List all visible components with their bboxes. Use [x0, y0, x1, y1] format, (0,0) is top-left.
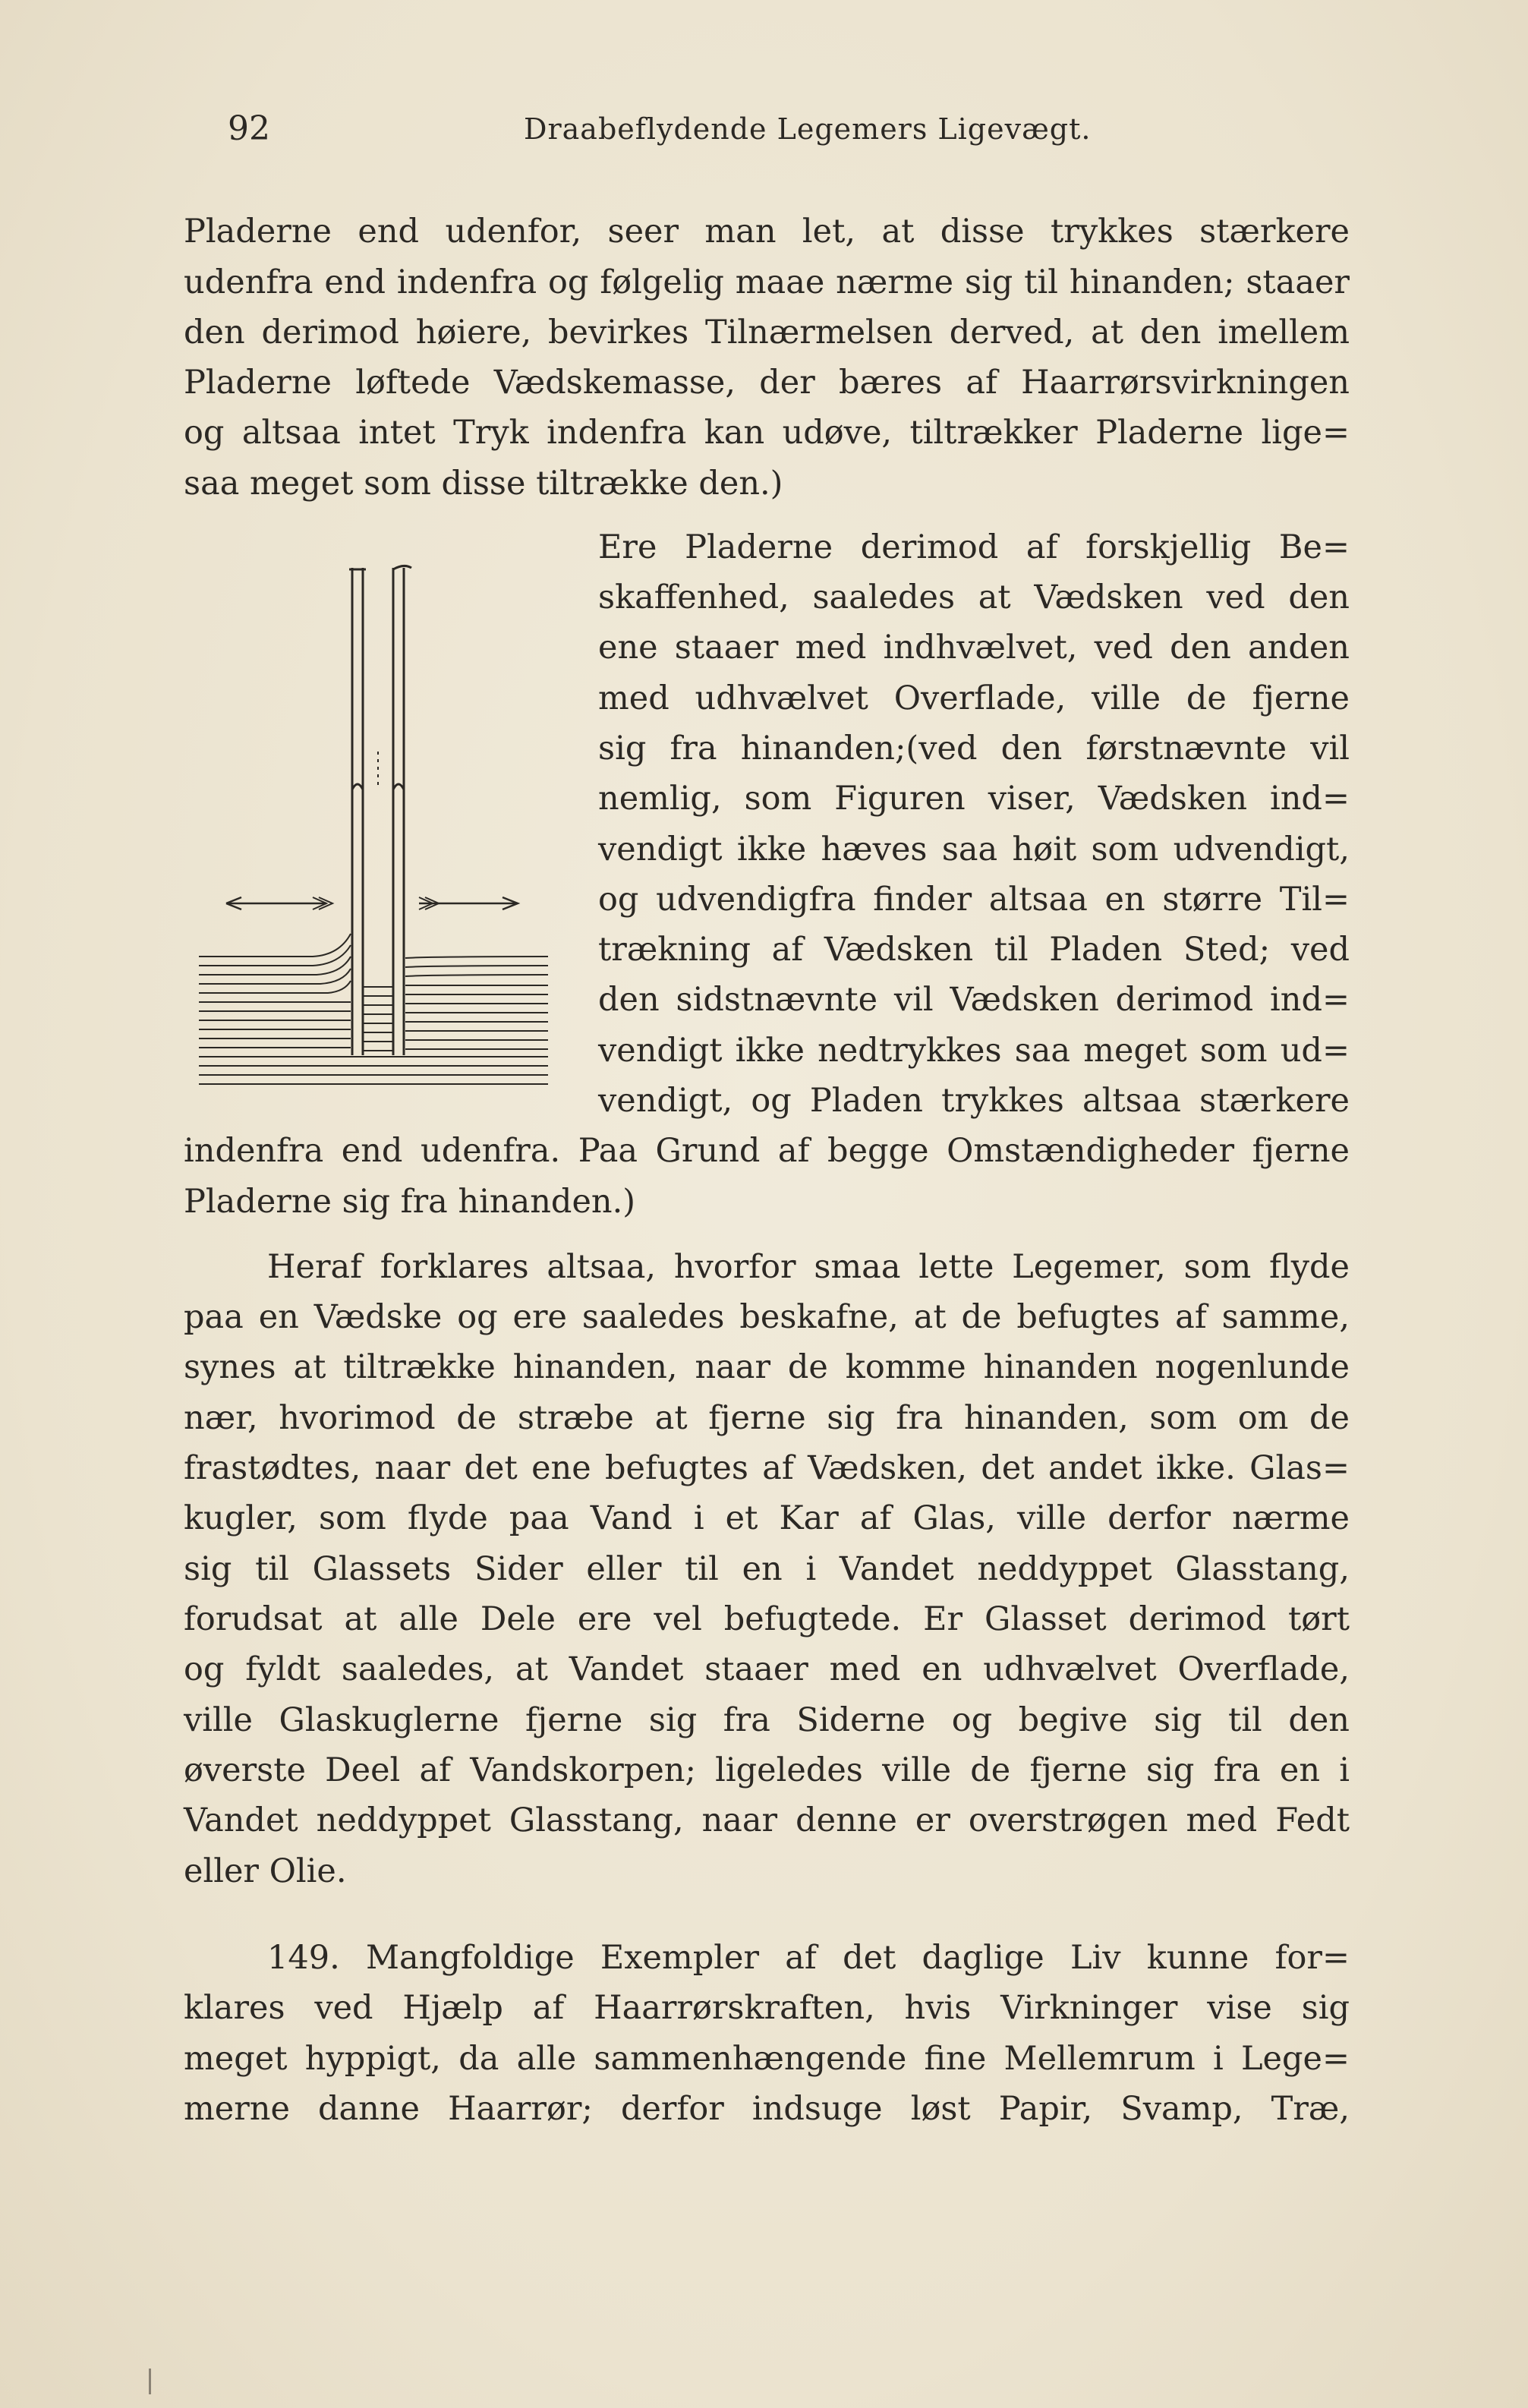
text-line: indenfra end udenfra. Paa Grund af begge Omstændigheder fjerne [184, 1132, 1350, 1170]
page-number: 92 [228, 109, 270, 148]
text-line: sig fra hinanden;(ved den førstnævnte vil [598, 730, 1350, 767]
capillary-plates-figure [199, 562, 548, 1093]
running-title: Draabeflydende Legemers Ligevægt. [524, 112, 1092, 146]
text-line: vendigt ikke nedtrykkes saa meget som ud= [598, 1032, 1350, 1070]
text-line: frastødtes, naar det ene befugtes af Vædsken, det andet ikke. Glas= [184, 1449, 1350, 1487]
text-line: merne danne Haarrør; derfor indsuge løst Papir, Svamp, Træ, [184, 2090, 1350, 2128]
text-line: Pladerne sig fra hinanden.) [184, 1183, 636, 1221]
text-line: den sidstnævnte vil Vædsken derimod ind= [598, 981, 1350, 1019]
text-line: ville Glaskuglerne fjerne sig fra Siderne og begive sig til den [184, 1701, 1350, 1739]
text-line: trækning af Vædsken til Pladen Sted; ved [598, 931, 1350, 969]
text-line: eller Olie. [184, 1852, 347, 1890]
text-line: øverste Deel af Vandskorpen; ligeledes ville de fjerne sig fra en i [184, 1751, 1350, 1789]
text-line: nær, hvorimod de stræbe at fjerne sig fra hinanden, som om de [184, 1399, 1350, 1437]
text-line: skaffenhed, saaledes at Vædsken ved den [598, 578, 1350, 616]
text-line: saa meget som disse tiltrække den.) [184, 465, 783, 503]
text-line: Vandet neddyppet Glasstang, naar denne er overstrøgen med Fedt [184, 1801, 1350, 1839]
text-line: med udhvælvet Overflade, ville de fjerne [598, 679, 1350, 717]
text-line: forudsat at alle Dele ere vel befugtede. Er Glasset derimod tørt [184, 1600, 1350, 1638]
text-line: klares ved Hjælp af Haarrørskraften, hvis Virkninger vise sig [184, 1989, 1350, 2027]
text-line: vendigt, og Pladen trykkes altsaa stærkere [598, 1082, 1350, 1120]
liquid-surface-lines [199, 934, 548, 1084]
text-line: Heraf forklares altsaa, hvorfor smaa lette Legemer, som flyde [267, 1248, 1350, 1286]
text-line: meget hyppigt, da alle sammenhængende fine Mellemrum i Lege= [184, 2040, 1350, 2078]
margin-mark [149, 2369, 151, 2394]
text-line: vendigt ikke hæves saa høit som udvendigt, [598, 831, 1350, 868]
text-line: og fyldt saaledes, at Vandet staaer med en udhvælvet Overflade, [184, 1650, 1350, 1688]
text-line: 149. Mangfoldige Exempler af det daglige Liv kunne for= [267, 1939, 1350, 1977]
text-line: og altsaa intet Tryk indenfra kan udøve, tiltrækker Pladerne lige= [184, 414, 1350, 452]
text-line: Pladerne løftede Vædskemasse, der bæres af Haarrørsvirkningen [184, 364, 1350, 402]
page-header [228, 106, 1344, 152]
text-line: Ere Pladerne derimod af forskjellig Be= [598, 528, 1350, 566]
text-line: ene staaer med indhvælvet, ved den anden [598, 629, 1350, 667]
text-line: kugler, som flyde paa Vand i et Kar af Glas, ville derfor nærme [184, 1499, 1350, 1537]
text-line: den derimod høiere, bevirkes Tilnærmelsen derved, at den imellem [184, 314, 1350, 351]
text-line: nemlig, som Figuren viser, Vædsken ind= [598, 780, 1350, 818]
text-line: Pladerne end udenfor, seer man let, at disse trykkes stærkere [184, 213, 1350, 251]
capillary-plates-diagram [199, 562, 548, 1093]
text-line: paa en Vædske og ere saaledes beskafne, at de befugtes af samme, [184, 1298, 1350, 1336]
text-line: udenfra end indenfra og følgelig maae nærme sig til hinanden; staaer [184, 263, 1350, 301]
text-line: og udvendigfra finder altsaa en større Til= [598, 881, 1350, 919]
text-line: sig til Glassets Sider eller til en i Vandet neddyppet Glasstang, [184, 1550, 1350, 1588]
text-line: synes at tiltrække hinanden, naar de komme hinanden nogenlunde [184, 1348, 1350, 1386]
